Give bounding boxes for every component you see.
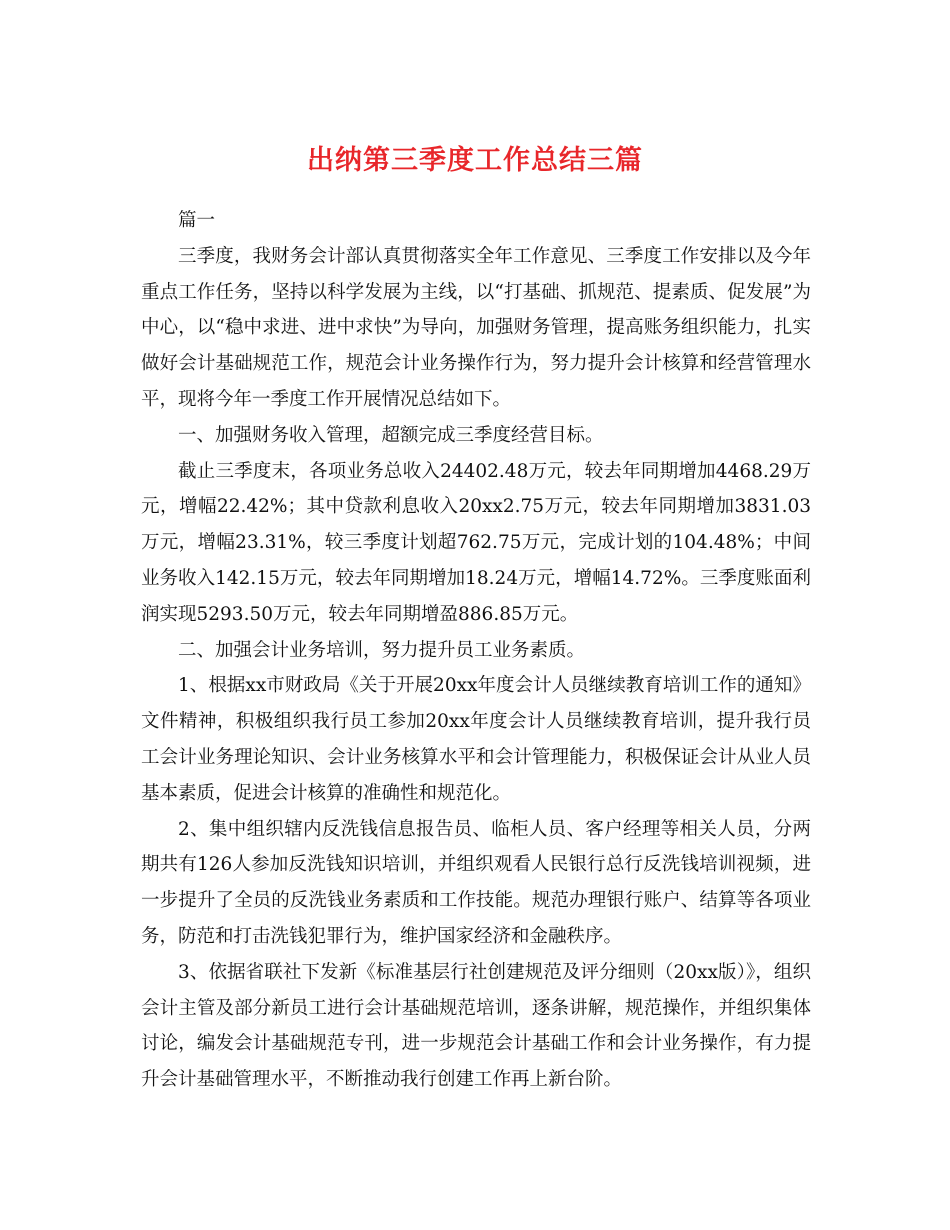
document-body [141,203,811,1098]
intro-paragraph: 三季度，我财务会计部认真贯彻落实全年工作意见、三季度工作安排以及今年重点工作任务，坚持以科学发展为主线，以“打基础、抓规范、提素质、促发展”为中心，以“稳中求进、进中求快”为导向，加强财务管理，提高账务组织能力，扎实做好会计基础规范工作，规范会计业务操作行为，努力提升会计核算和经营管理水平，现将今年一季度工作开展情况总结如下。 [141,245,811,410]
section-label: 篇一 [178,210,216,231]
training-item-2: 2、集中组织辖内反洗钱信息报告员、临柜人员、客户经理等相关人员，分两期共有126人参加反洗钱知识培训，并组织观看人民银行总行反洗钱培训视频，进一步提升了全员的反洗钱业务素质和工作技能。规范办理银行账户、结算等各项业务，防范和打击洗钱犯罪行为，维护国家经济和金融秩序。 [141,818,811,947]
section-heading-1: 一、加强财务收入管理，超额完成三季度经营目标。 [178,424,604,446]
section-heading-2: 二、加强会计业务培训，努力提升员工业务素质。 [178,639,586,661]
training-item-3: 3、依据省联社下发新《标准基层行社创建规范及评分细则（20xx版）》，组织会计主管及部分新员工进行会计基础规范培训，逐条讲解，规范操作，并组织集体讨论，编发会计基础规范专刊，进一步规范会计基础工作和会计业务操作，有力提升会计基础管理水平，不断推动我行创建工作再上新台阶。 [141,961,811,1091]
document-title: 出纳第三季度工作总结三篇 [307,145,643,176]
training-item-1: 1、根据xx市财政局《关于开展20xx年度会计人员继续教育培训工作的通知》文件精神，积极组织我行员工参加20xx年度会计人员继续教育培训，提升我行员工会计业务理论知识、会计业务核算水平和会计管理能力，积极保证会计从业人员基本素质，促进会计核算的准确性和规范化。 [141,675,811,804]
revenue-paragraph: 截止三季度末，各项业务总收入24402.48万元，较去年同期增加4468.29万元，增幅22.42%；其中贷款利息收入20xx2.75万元，较去年同期增加3831.03万元，增幅23.31%，较三季度计划超762.75万元，完成计划的104.48%；中间业务收入142.15万元，较去年同期增加18.24万元，增幅14.72%。三季度账面利润实现5293.50万元，较去年同期增盈886.85万元。 [141,460,811,625]
